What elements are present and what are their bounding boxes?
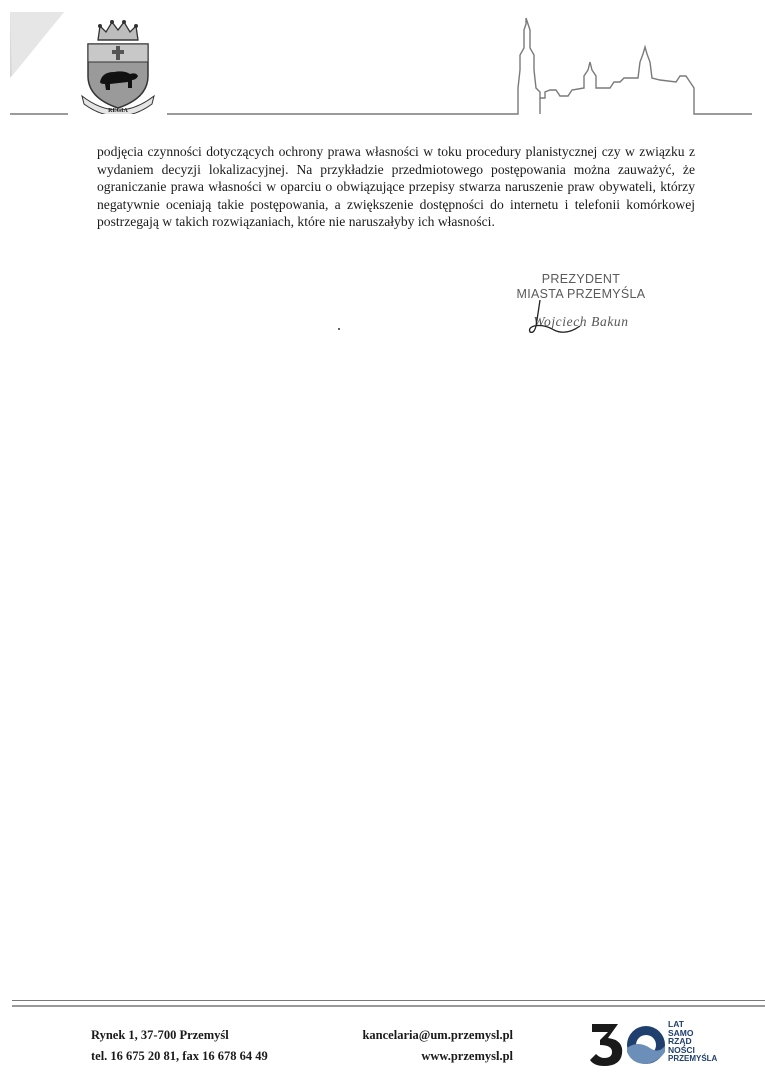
anniversary-logo-text (668, 1020, 717, 1064)
anniv-city: PRZEMYŚLA (668, 1054, 718, 1063)
footer-address-block (91, 1025, 268, 1067)
crest-motto: REGIA (108, 108, 128, 114)
footer-divider-thick (12, 1005, 765, 1007)
przemysl-coat-of-arms-icon (80, 18, 156, 114)
footer-contact-block (340, 1025, 513, 1067)
footer-email: kancelaria@um.przemysl.pl (362, 1028, 513, 1042)
footer-website: www.przemysl.pl (421, 1049, 513, 1063)
anniv-line2: SAMO (668, 1027, 694, 1038)
footer-phone: tel. 16 675 20 81, fax 16 678 64 49 (91, 1049, 268, 1063)
stray-mark (338, 328, 340, 330)
letter-body (97, 143, 695, 231)
stamp-title-line1: PREZYDENT (541, 272, 621, 286)
anniv-line1: LAT (668, 1019, 684, 1029)
letter-paragraph: podjęcia czynności dotyczących ochrony prawa własności w toku procedury planistycznej czy w związku z wydaniem decyzji lokalizacyjnej. Na przykładzie przedmiotowego postępowania można zauważyć, że ograniczanie prawa własności w oparciu o obwiązujące przepisy stwarza naruszenie praw obywateli, którzy negatywnie oceniają takie postępowania, a zwiększenie dostępności do internetu i telefonii komórkowej postrzegają w takich rozwiązaniach, które nie naruszałyby ich własności. (97, 144, 695, 230)
handwritten-signature (510, 296, 630, 342)
footer-divider (12, 1000, 765, 1001)
footer-address: Rynek 1, 37-700 Przemyśl (91, 1028, 229, 1042)
stamp-name: Wojciech Bakun (533, 314, 629, 329)
anniv-line4: NOŚCI (668, 1044, 695, 1055)
stamp-title-line2: MIASTA PRZEMYŚLA (516, 287, 646, 301)
anniv-line3: RZĄD (668, 1036, 692, 1046)
